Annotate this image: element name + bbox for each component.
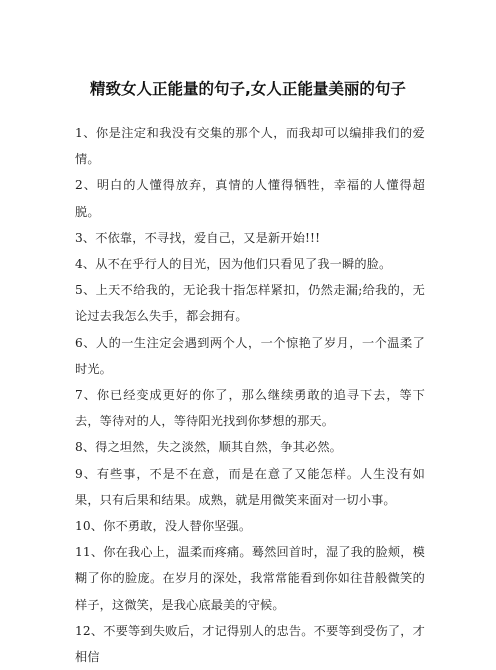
quote-item-3: 3、不依靠，不寻找，爱自己，又是新开始!!! <box>75 230 321 245</box>
quote-item-1: 1、你是注定和我没有交集的那个人，而我却可以编排我们的爱情。 <box>75 126 425 167</box>
quote-item-8: 8、得之坦然，失之淡然，顺其自然，争其必然。 <box>75 440 342 455</box>
quote-item-9: 9、有些事，不是不在意，而是在意了又能怎样。人生没有如果，只有后果和结果。成熟，就是用微笑来面对一切小事。 <box>75 466 425 507</box>
quote-item-7: 7、你已经变成更好的你了，那么继续勇敢的追寻下去，等下去，等待对的人，等待阳光找到你梦想的那天。 <box>75 388 425 429</box>
quote-item-10: 10、你不勇敢，没人替你坚强。 <box>75 519 252 534</box>
quote-item-4: 4、从不在乎行人的目光，因为他们只看见了我一瞬的脸。 <box>75 257 392 272</box>
page-title: 精致女人正能量的句子,女人正能量美丽的句子 <box>90 80 406 98</box>
quote-item-11: 11、你在我心上，温柔而疼痛。蓦然回首时，湿了我的脸颊，模糊了你的脸庞。在岁月的深处，我常常能看到你如往昔般微笑的样子，这微笑，是我心底最美的守候。 <box>75 545 425 612</box>
quote-item-12: 12、不要等到失败后，才记得别人的忠告。不要等到受伤了，才相信 <box>75 623 425 665</box>
quote-item-5: 5、上天不给我的，无论我十指怎样紧扣，仍然走漏;给我的，无论过去我怎么失手，都会拥有。 <box>75 283 425 324</box>
quote-item-2: 2、明白的人懂得放弃，真情的人懂得牺牲，幸福的人懂得超脱。 <box>75 178 425 219</box>
quote-list <box>75 120 425 670</box>
quote-item-6: 6、人的一生注定会遇到两个人，一个惊艳了岁月，一个温柔了时光。 <box>75 335 425 376</box>
